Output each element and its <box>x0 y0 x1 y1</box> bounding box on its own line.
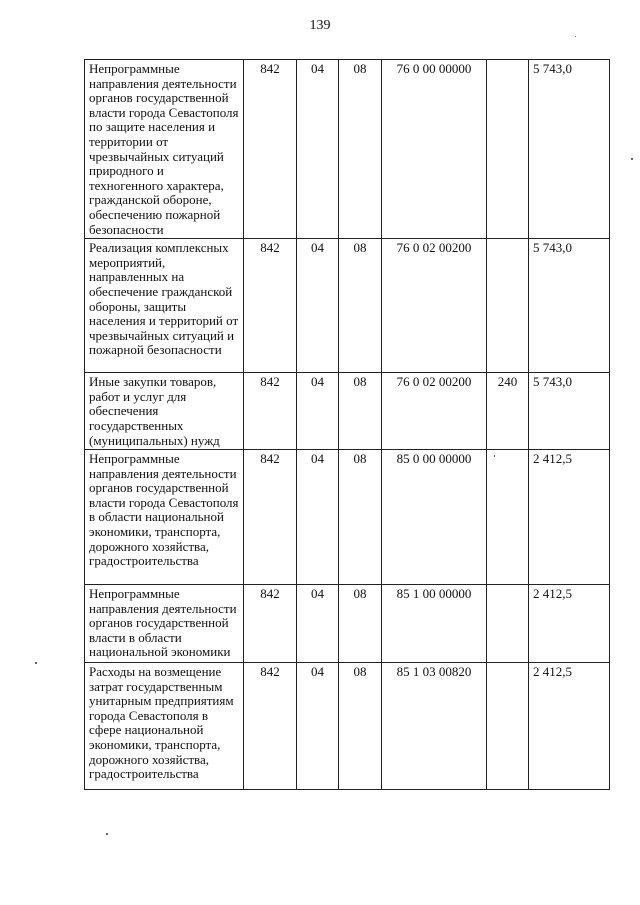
row-target-article-cell: 85 0 00 00000 <box>382 450 487 585</box>
row-name-cell: Реализация комплексных мероприятий, направленных на обеспечение гражданской обороны, защиты населения и территорий от чрезвычайных ситуаций и пожарной безопасности <box>85 239 244 373</box>
row-target-article-cell: 76 0 02 00200 <box>382 239 487 373</box>
row-section-cell: 04 <box>297 60 339 239</box>
table-row <box>85 663 610 790</box>
row-code-cell: 842 <box>244 585 297 663</box>
row-target-article-cell: 85 1 03 00820 <box>382 663 487 790</box>
row-amount-cell: 2 412,5 <box>529 450 610 585</box>
table-row <box>85 373 610 450</box>
row-section-cell: 04 <box>297 373 339 450</box>
row-amount-cell: 2 412,5 <box>529 585 610 663</box>
row-expense-type-cell <box>487 663 529 790</box>
row-name-cell: Непрограммные направления деятельности органов государственной власти в области национальной экономики <box>85 585 244 663</box>
row-subsection-cell: 08 <box>339 373 382 450</box>
row-subsection-cell: 08 <box>339 60 382 239</box>
row-expense-type-cell <box>487 239 529 373</box>
row-expense-type-cell: 240 <box>487 373 529 450</box>
budget-table <box>84 59 610 790</box>
scan-speck <box>631 158 633 160</box>
row-amount-cell: 2 412,5 <box>529 663 610 790</box>
row-subsection-cell: 08 <box>339 239 382 373</box>
row-code-cell: 842 <box>244 239 297 373</box>
row-section-cell: 04 <box>297 239 339 373</box>
row-code-cell: 842 <box>244 663 297 790</box>
row-subsection-cell: 08 <box>339 585 382 663</box>
scan-speck <box>575 36 576 37</box>
row-target-article-cell: 76 0 02 00200 <box>382 373 487 450</box>
page-number: 139 <box>309 18 331 33</box>
row-name-cell: Расходы на возмещение затрат государственным унитарным предприятиям города Севастополя в сфере национальной экономики, транспорта, дорожного хозяйства, градостроительства <box>85 663 244 790</box>
scan-speck <box>494 455 495 457</box>
row-amount-cell: 5 743,0 <box>529 60 610 239</box>
row-code-cell: 842 <box>244 450 297 585</box>
row-name-cell: Иные закупки товаров, работ и услуг для обеспечения государственных (муниципальных) нужд <box>85 373 244 450</box>
table-row <box>85 239 610 373</box>
row-target-article-cell: 76 0 00 00000 <box>382 60 487 239</box>
row-name-cell: Непрограммные направления деятельности органов государственной власти города Севастополя по защите населения и территории от чрезвычайных ситуаций природного и техногенного характера, гражданской обороне, обеспечению пожарной безопасности <box>85 60 244 239</box>
row-subsection-cell: 08 <box>339 450 382 585</box>
row-code-cell: 842 <box>244 60 297 239</box>
row-amount-cell: 5 743,0 <box>529 239 610 373</box>
row-expense-type-cell <box>487 60 529 239</box>
row-section-cell: 04 <box>297 663 339 790</box>
row-name-cell: Непрограммные направления деятельности органов государственной власти города Севастополя в области национальной экономики, транспорта, дорожного хозяйства, градостроительства <box>85 450 244 585</box>
scan-speck <box>35 662 37 664</box>
scan-speck <box>106 833 108 835</box>
row-expense-type-cell <box>487 450 529 585</box>
row-section-cell: 04 <box>297 585 339 663</box>
row-expense-type-cell <box>487 585 529 663</box>
row-amount-cell: 5 743,0 <box>529 373 610 450</box>
row-subsection-cell: 08 <box>339 663 382 790</box>
table-row <box>85 450 610 585</box>
table-row <box>85 60 610 239</box>
row-code-cell: 842 <box>244 373 297 450</box>
row-section-cell: 04 <box>297 450 339 585</box>
row-target-article-cell: 85 1 00 00000 <box>382 585 487 663</box>
table-row <box>85 585 610 663</box>
